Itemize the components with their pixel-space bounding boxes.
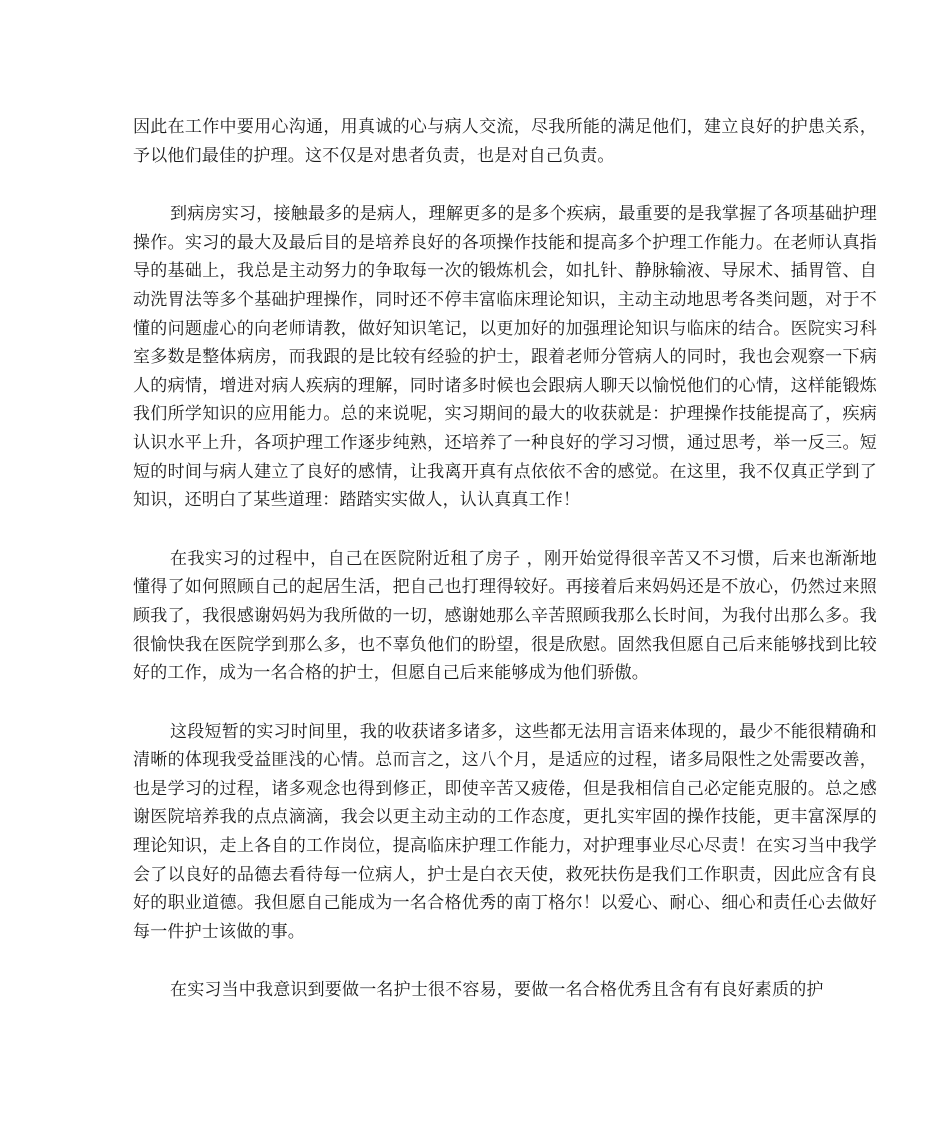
paragraph-4: 这段短暂的实习时间里，我的收获诸多诸多，这些都无法用言语来体现的，最少不能很精确和清晰的体现我受益匪浅的心情。总而言之，这八个月，是适应的过程，诸多局限性之处需要改善，也是学习的过程，诸多观念也得到修正，即使辛苦又疲倦，但是我相信自己必定能克服的。总之感谢医院培养我的点点滴滴，我会以更主动主动的工作态度，更扎实牢固的操作技能，更丰富深厚的理论知识，走上各自的工作岗位，提高临床护理工作能力，对护理事业尽心尽责！在实习当中我学会了以良好的品德去看待每一位病人，护士是白衣天使，救死扶伤是我们工作职责，因此应含有良好的职业道德。我但愿自己能成为一名合格优秀的南丁格尔！以爱心、耐心、细心和责任心去做好每一件护士该做的事。 bbox=[133, 721, 877, 942]
paragraph-5: 在实习当中我意识到要做一名护士很不容易，要做一名合格优秀且含有有良好素质的护 bbox=[170, 980, 824, 1001]
paragraph-1: 因此在工作中要用心沟通，用真诚的心与病人交流，尽我所能的满足他们，建立良好的护患关系，予以他们最佳的护理。这不仅是对患者负责，也是对自己负责。 bbox=[133, 117, 877, 166]
document-page bbox=[133, 113, 877, 1035]
paragraph-3: 在我实习的过程中，自己在医院附近租了房子 ，刚开始觉得很辛苦又不习惯，后来也渐渐地懂得了如何照顾自己的起居生活，把自己也打理得较好。再接着后来妈妈还是不放心，仍然过来照顾我了，我很感谢妈妈为我所做的一切，感谢她那么辛苦照顾我那么长时间，为我付出那么多。我很愉快我在医院学到那么多，也不辜负他们的盼望，很是欣慰。固然我但愿自己后来能够找到比较好的工作，成为一名合格的护士，但愿自己后来能够成为他们骄傲。 bbox=[133, 548, 877, 684]
paragraph-2: 到病房实习，接触最多的是病人，理解更多的是多个疾病，最重要的是我掌握了各项基础护理操作。实习的最大及最后目的是培养良好的各项操作技能和提高多个护理工作能力。在老师认真指导的基础上，我总是主动努力的争取每一次的锻炼机会，如扎针、静脉输液、导尿术、插胃管、自动洗胃法等多个基础护理操作，同时还不停丰富临床理论知识，主动主动地思考各类问题，对于不懂的问题虚心的向老师请教，做好知识笔记，以更加好的加强理论知识与临床的结合。医院实习科室多数是整体病房，而我跟的是比较有经验的护士，跟着老师分管病人的同时，我也会观察一下病人的病情，增进对病人疾病的理解，同时诸多时候也会跟病人聊天以愉悦他们的心情，这样能锻炼我们所学知识的应用能力。总的来说呢，实习期间的最大的收获就是：护理操作技能提高了，疾病认识水平上升，各项护理工作逐步纯熟，还培养了一种良好的学习习惯，通过思考，举一反三。短短的时间与病人建立了良好的感情，让我离开真有点依依不舍的感觉。在这里，我不仅真正学到了知识，还明白了某些道理：踏踏实实做人，认认真真工作！ bbox=[133, 204, 877, 511]
